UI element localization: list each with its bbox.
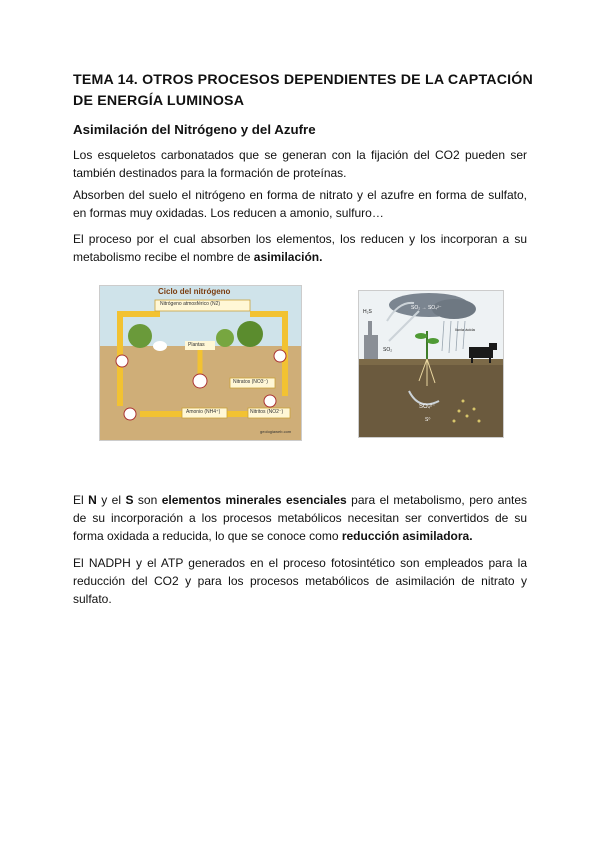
so2-label: SO₂ [383, 347, 393, 353]
nitrogen-figure-title: Ciclo del nitrógeno [158, 287, 231, 296]
ammonium-label: Amonio (NH4⁺) [186, 409, 221, 415]
figure-credit: geologiaweb.com [260, 429, 292, 434]
paragraph-nadph-atp: El NADPH y el ATP generados en el proceso fotosintético son empleados para la reducción del CO2 y para los procesos metabólicos de asimilación de nitrato y sulfato. [73, 556, 527, 606]
acid-rain-label: lluvia ácida [455, 327, 475, 332]
nitrites-label: Nitritos (NO2⁻) [250, 409, 284, 415]
page-title: TEMA 14. OTROS PROCESOS DEPENDIENTES DE LA CAPTACIÓN DE ENERGÍA LUMINOSA [73, 72, 533, 109]
so2-so4-label: SO₂ → SO₄²⁻ [411, 305, 442, 311]
h2s-label: H₂S [363, 309, 372, 315]
plants-label: Plantas [188, 342, 205, 348]
assimilation-term: asimilación. [253, 250, 323, 264]
so4-label: SO₄²⁻ [419, 404, 436, 410]
p4-text-1: El [73, 493, 89, 507]
sulfur-cycle-figure [358, 290, 504, 438]
assimilatory-reduction-term: reducción asimiladora. [341, 529, 473, 543]
sulfur-symbol: S [125, 493, 134, 507]
paragraph-assimilation [73, 230, 527, 266]
paragraph-carbon-skeletons: Los esqueletos carbonatados que se generan con la fijación del CO2 pueden ser también destinados para la formación de proteínas. [73, 148, 527, 180]
nitrates-label: Nitratos (NO3⁻) [233, 379, 268, 385]
p4-text-4: para el metabolismo, pero antes de su incorporación a los procesos metabólicos necesitan ser convertidos de su forma oxidada a reducida, lo que se conoce como [73, 493, 528, 543]
s0-label: S⁰ [425, 417, 431, 423]
section-title: Asimilación del Nitrógeno y del Azufre [73, 122, 316, 137]
paragraph-assimilation-text: El proceso por el cual absorben los elementos, los reducen y los incorporan a su metabolismo recibe el nombre de [73, 232, 527, 264]
p4-text-3: son [133, 493, 162, 507]
atmospheric-nitrogen-label: Nitrógeno atmosférico (N2) [160, 301, 221, 307]
nitrogen-cycle-figure [99, 285, 302, 441]
paragraph-essential-elements [73, 491, 527, 545]
essential-elements-term: elementos minerales esenciales [161, 493, 347, 507]
nitrogen-symbol: N [88, 493, 97, 507]
paragraph-absorption: Absorben del suelo el nitrógeno en forma de nitrato y el azufre en forma de sulfato, en formas muy oxidadas. Los reducen a amonio, sulfuro… [73, 188, 527, 220]
p4-text-2: y el [96, 493, 126, 507]
